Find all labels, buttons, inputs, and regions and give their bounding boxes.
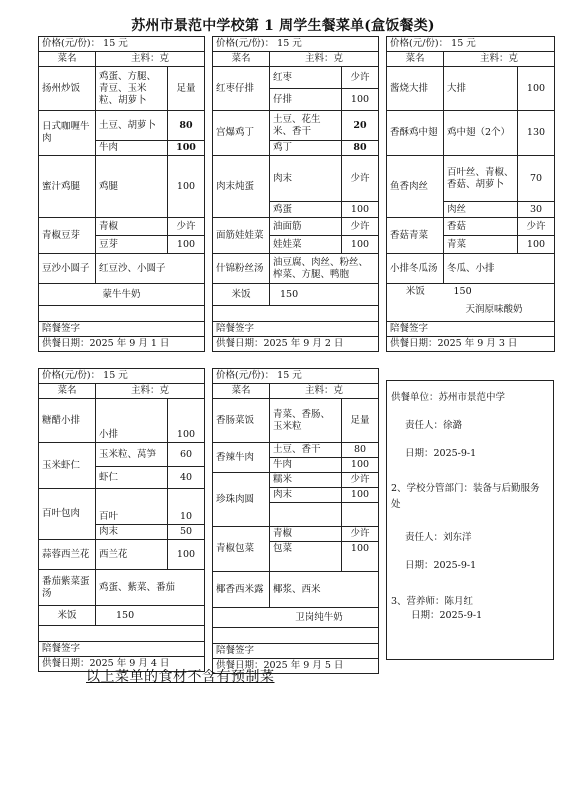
amount: 少许 — [342, 156, 379, 202]
dish-name: 日式咖喱牛肉 — [39, 111, 96, 156]
ingredient: 红枣 — [270, 67, 342, 89]
rice-amount: 150 — [96, 606, 205, 626]
amount: 80 — [342, 141, 379, 156]
header-main: 主料：克 — [96, 52, 205, 67]
dish-name: 椰香西米露 — [213, 572, 270, 608]
amount: 100 — [342, 542, 379, 572]
amount: 130 — [518, 111, 555, 156]
ingredient: 油面筋 — [270, 218, 342, 236]
price-row: 价格(元/份)： 15 元 — [387, 37, 555, 52]
date-row: 供餐日期：2025 年 9 月 1 日 — [39, 337, 205, 352]
header-dish: 菜名 — [387, 52, 444, 67]
rice-label: 米饭 — [387, 284, 444, 300]
header-main: 主料：克 — [270, 384, 379, 399]
ingredient: 油豆腐、肉丝、粉丝、榨菜、方腿、鸭胞 — [270, 254, 379, 284]
extra-item: 蒙牛牛奶 — [39, 284, 205, 306]
ingredient: 小排 — [96, 399, 168, 443]
price-row: 价格(元/份)： 15 元 — [39, 369, 205, 384]
unit-date: 日期：2025-9-1 — [405, 448, 477, 459]
ingredient: 肉末 — [270, 488, 342, 503]
ingredient: 仔排 — [270, 89, 342, 111]
amount: 100 — [518, 236, 555, 254]
amount: 50 — [168, 525, 205, 540]
amount: 20 — [342, 111, 379, 141]
ingredient: 香菇 — [444, 218, 518, 236]
amount: 30 — [518, 202, 555, 218]
amount: 少许 — [342, 67, 379, 89]
amount: 少许 — [342, 527, 379, 542]
dish-name: 什锦粉丝汤 — [213, 254, 270, 284]
amount: 足量 — [342, 399, 379, 443]
price-row: 价格(元/份)： 15 元 — [39, 37, 205, 52]
dish-name: 扬州炒饭 — [39, 67, 96, 111]
amount: 100 — [168, 540, 205, 570]
dish-name: 香肠菜饭 — [213, 399, 270, 443]
dish-name: 珍珠肉圆 — [213, 473, 270, 527]
dish-name: 青椒豆芽 — [39, 218, 96, 254]
ingredient: 西兰花 — [96, 540, 168, 570]
ingredient: 鸡蛋、紫菜、番茄 — [96, 570, 205, 606]
amount: 80 — [342, 443, 379, 458]
ingredient: 青菜 — [444, 236, 518, 254]
sign-row: 陪餐签字 — [39, 642, 205, 657]
responsibility-panel — [386, 380, 554, 660]
menu-day-2 — [212, 36, 379, 352]
ingredient: 百叶 — [96, 489, 168, 525]
date-row: 供餐日期：2025 年 9 月 2 日 — [213, 337, 379, 352]
page-title: 苏州市景范中学校第 1 周学生餐菜单(盒饭餐类) — [131, 18, 435, 34]
dept: 2、学校分管部门：装备与后勤服务处 — [391, 483, 540, 510]
menu-day-5 — [212, 368, 379, 674]
ingredient: 糯米 — [270, 473, 342, 488]
ingredient: 豆芽 — [96, 236, 168, 254]
amount: 100 — [342, 202, 379, 218]
ingredient: 鸡蛋、方腿、青豆、玉米粒、胡萝卜 — [96, 67, 168, 111]
ingredient: 土豆、花生米、香干 — [270, 111, 342, 141]
blank-cell — [342, 503, 379, 527]
blank-row — [39, 306, 205, 322]
menu-day-4 — [38, 368, 205, 672]
dish-name: 蒜蓉西兰花 — [39, 540, 96, 570]
ingredient: 大排 — [444, 67, 518, 111]
amount: 100 — [168, 236, 205, 254]
amount: 10 — [168, 489, 205, 525]
ingredient: 娃娃菜 — [270, 236, 342, 254]
amount: 少许 — [168, 218, 205, 236]
ingredient: 土豆、香干 — [270, 443, 342, 458]
dish-name: 糖醋小排 — [39, 399, 96, 443]
ingredient: 鸡中翅（2个） — [444, 111, 518, 156]
amount: 少许 — [342, 473, 379, 488]
date-row: 供餐日期：2025 年 9 月 4 日 — [39, 657, 205, 672]
amount: 100 — [168, 141, 205, 156]
dish-name: 面筋娃娃菜 — [213, 218, 270, 254]
header-dish: 菜名 — [213, 52, 270, 67]
amount: 100 — [168, 399, 205, 443]
amount: 100 — [342, 236, 379, 254]
header-main: 主料：克 — [96, 384, 205, 399]
sign-row: 陪餐签字 — [213, 322, 379, 337]
dish-name: 香辣牛肉 — [213, 443, 270, 473]
dish-name: 红枣仔排 — [213, 67, 270, 111]
header-main: 主料：克 — [444, 52, 555, 67]
extra-item: 天润原味酸奶 — [387, 300, 555, 322]
dish-name: 鱼香肉丝 — [387, 156, 444, 218]
dish-name: 小排冬瓜汤 — [387, 254, 444, 284]
nutritionist: 3、营养师：陈月红 — [391, 596, 474, 607]
amount: 少许 — [342, 218, 379, 236]
unit-person: 责任人：徐潞 — [405, 420, 463, 431]
header-dish: 菜名 — [39, 52, 96, 67]
date-row: 供餐日期：2025 年 9 月 5 日 — [213, 659, 379, 674]
ingredient: 鸡丁 — [270, 141, 342, 156]
amount: 100 — [168, 156, 205, 218]
footer-note: 以上菜单的食材不含有预制菜 — [86, 669, 275, 685]
ingredient: 牛肉 — [270, 458, 342, 473]
blank-row — [39, 626, 205, 642]
ingredient: 肉丝 — [444, 202, 518, 218]
ingredient: 青椒 — [96, 218, 168, 236]
dish-name: 豆沙小圆子 — [39, 254, 96, 284]
ingredient: 青菜、香肠、玉米粒 — [270, 399, 342, 443]
amount: 80 — [168, 111, 205, 141]
dish-name: 百叶包肉 — [39, 489, 96, 540]
amount: 足量 — [168, 67, 205, 111]
sign-row: 陪餐签字 — [39, 322, 205, 337]
dish-name: 酱烧大排 — [387, 67, 444, 111]
price-row: 价格(元/份)： 15 元 — [213, 369, 379, 384]
amount: 70 — [518, 156, 555, 202]
amount: 100 — [518, 67, 555, 111]
dish-name: 蜜汁鸡腿 — [39, 156, 96, 218]
blank-row — [213, 306, 379, 322]
ingredient: 百叶丝、青椒、香菇、胡萝卜 — [444, 156, 518, 202]
dish-name: 青椒包菜 — [213, 527, 270, 572]
ingredient: 鸡腿 — [96, 156, 168, 218]
amount: 60 — [168, 443, 205, 467]
sign-row: 陪餐签字 — [387, 322, 555, 337]
amount: 40 — [168, 467, 205, 489]
amount: 100 — [342, 89, 379, 111]
date-row: 供餐日期：2025 年 9 月 3 日 — [387, 337, 555, 352]
rice-amount: 150 — [270, 284, 379, 306]
blank-row — [213, 628, 379, 644]
price-row: 价格(元/份)： 15 元 — [213, 37, 379, 52]
dept-date: 日期：2025-9-1 — [405, 560, 477, 571]
ingredient: 玉米粒、莴笋 — [96, 443, 168, 467]
dish-name: 香菇青菜 — [387, 218, 444, 254]
dish-name: 香酥鸡中翅 — [387, 111, 444, 156]
rice-amount: 150 — [444, 284, 555, 300]
amount: 100 — [342, 488, 379, 503]
ingredient: 冬瓜、小排 — [444, 254, 555, 284]
ingredient: 青椒 — [270, 527, 342, 542]
menu-day-1 — [38, 36, 205, 352]
dish-name: 番茄紫菜蛋汤 — [39, 570, 96, 606]
ingredient: 肉末 — [96, 525, 168, 540]
header-main: 主料：克 — [270, 52, 379, 67]
ingredient: 鸡蛋 — [270, 202, 342, 218]
rice-label: 米饭 — [39, 606, 96, 626]
rice-label: 米饭 — [213, 284, 270, 306]
menu-day-3 — [386, 36, 555, 352]
dish-name: 肉末炖蛋 — [213, 156, 270, 218]
amount: 100 — [342, 458, 379, 473]
ingredient: 牛肉 — [96, 141, 168, 156]
sign-row: 陪餐签字 — [213, 644, 379, 659]
ingredient: 虾仁 — [96, 467, 168, 489]
ingredient: 椰浆、西米 — [270, 572, 379, 608]
ingredient: 肉末 — [270, 156, 342, 202]
dept-person: 责任人：刘东洋 — [405, 532, 472, 543]
ingredient: 土豆、胡萝卜 — [96, 111, 168, 141]
header-dish: 菜名 — [39, 384, 96, 399]
ingredient: 包菜 — [270, 542, 342, 572]
supply-unit: 供餐单位：苏州市景范中学 — [391, 392, 506, 403]
header-dish: 菜名 — [213, 384, 270, 399]
dish-name: 宫爆鸡丁 — [213, 111, 270, 156]
ingredient: 红豆沙、小圆子 — [96, 254, 205, 284]
amount: 少许 — [518, 218, 555, 236]
extra-item: 卫岗纯牛奶 — [213, 608, 379, 628]
blank-cell — [270, 503, 342, 527]
dish-name: 玉米虾仁 — [39, 443, 96, 489]
nutritionist-date: 日期：2025-9-1 — [411, 610, 483, 621]
